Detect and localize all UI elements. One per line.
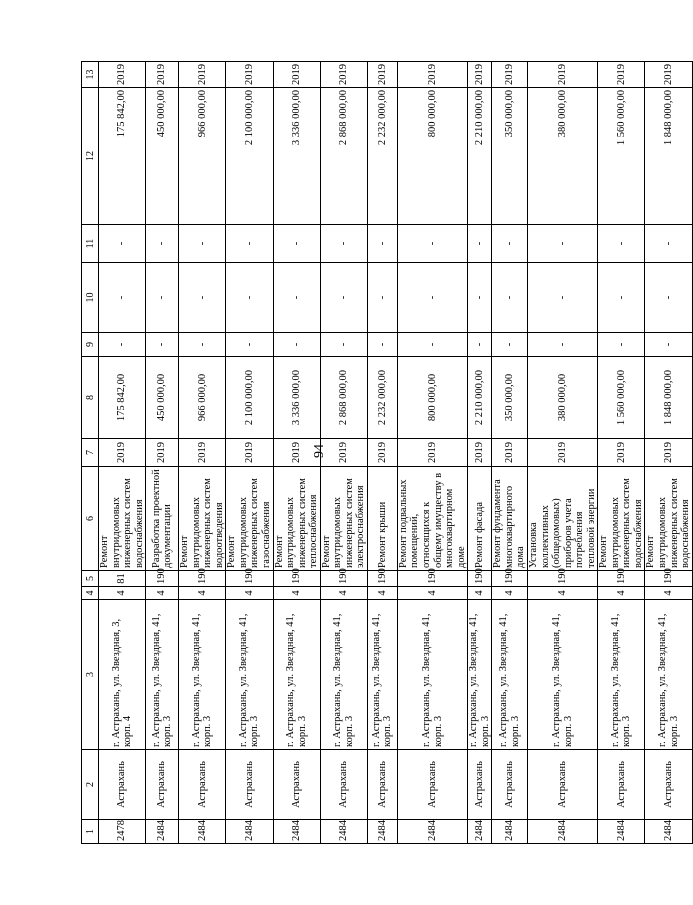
- year-cell: 2019: [226, 439, 273, 467]
- header-cell: 2: [82, 750, 99, 820]
- header-cell: 6: [82, 467, 99, 571]
- year-cell: 2019: [367, 439, 397, 467]
- city-cell: Астрахань: [146, 750, 179, 820]
- work-type-cell: Установка коллективных (общедомовых) приборов учета потребления тепловой энергии: [527, 467, 597, 571]
- col4-cell: 4: [273, 587, 320, 600]
- year-cell: 2019: [492, 439, 528, 467]
- row-id-cell: 2484: [226, 820, 273, 844]
- header-cell: 4: [82, 587, 99, 600]
- amount-cell: 380 000,00: [527, 357, 597, 439]
- col13-year-cell: 2019: [179, 62, 226, 88]
- col4-cell: 4: [527, 587, 597, 600]
- year-cell: 2019: [397, 439, 467, 467]
- col10-cell: -: [367, 263, 397, 333]
- work-type-cell: Ремонт внутридомовых инженерных систем газоснабжения: [226, 467, 273, 571]
- col12-amount-cell: 350 000,00: [492, 88, 528, 225]
- col11-cell: -: [320, 225, 367, 263]
- col5-cell: 190: [320, 571, 367, 587]
- col9-cell: -: [226, 333, 273, 357]
- row-id-cell: 2484: [468, 820, 492, 844]
- table-row: [226, 62, 273, 844]
- address-cell: г. Астрахань, ул. Звездная, 41, корп. 3: [645, 600, 692, 750]
- col10-cell: -: [99, 263, 146, 333]
- col11-cell: -: [598, 225, 645, 263]
- col9-cell: -: [146, 333, 179, 357]
- col10-cell: -: [598, 263, 645, 333]
- col13-year-cell: 2019: [273, 62, 320, 88]
- col10-cell: -: [397, 263, 467, 333]
- col5-cell: 190: [645, 571, 692, 587]
- table-row: [273, 62, 320, 844]
- col10-cell: -: [468, 263, 492, 333]
- amount-cell: 2 210 000,00: [468, 357, 492, 439]
- col4-cell: 4: [645, 587, 692, 600]
- col13-year-cell: 2019: [146, 62, 179, 88]
- address-cell: г. Астрахань, ул. Звездная, 41, корп. 3: [527, 600, 597, 750]
- col13-year-cell: 2019: [468, 62, 492, 88]
- col12-amount-cell: 175 842,00: [99, 88, 146, 225]
- row-id-cell: 2484: [320, 820, 367, 844]
- table-row: [527, 62, 597, 844]
- amount-cell: 450 000,00: [146, 357, 179, 439]
- col11-cell: -: [468, 225, 492, 263]
- col5-cell: 190: [179, 571, 226, 587]
- work-type-cell: Ремонт внутридомовых инженерных систем водоотведения: [179, 467, 226, 571]
- col9-cell: -: [468, 333, 492, 357]
- header-cell: 10: [82, 263, 99, 333]
- col4-cell: 4: [99, 587, 146, 600]
- row-id-cell: 2484: [598, 820, 645, 844]
- header-cell: 3: [82, 600, 99, 750]
- col13-year-cell: 2019: [598, 62, 645, 88]
- col13-year-cell: 2019: [397, 62, 467, 88]
- col5-cell: 190: [226, 571, 273, 587]
- city-cell: Астрахань: [492, 750, 528, 820]
- col10-cell: -: [320, 263, 367, 333]
- col4-cell: 4: [320, 587, 367, 600]
- col9-cell: -: [320, 333, 367, 357]
- header-cell: 13: [82, 62, 99, 88]
- col9-cell: -: [273, 333, 320, 357]
- col9-cell: -: [179, 333, 226, 357]
- header-cell: 5: [82, 571, 99, 587]
- address-cell: г. Астрахань, ул. Звездная, 41, корп. 3: [226, 600, 273, 750]
- header-cell: 11: [82, 225, 99, 263]
- col13-year-cell: 2019: [527, 62, 597, 88]
- col12-amount-cell: 450 000,00: [146, 88, 179, 225]
- col12-amount-cell: 800 000,00: [397, 88, 467, 225]
- amount-cell: 2 868 000,00: [320, 357, 367, 439]
- header-cell: 1: [82, 820, 99, 844]
- col13-year-cell: 2019: [226, 62, 273, 88]
- year-cell: 2019: [645, 439, 692, 467]
- col12-amount-cell: 2 868 000,00: [320, 88, 367, 225]
- city-cell: Астрахань: [273, 750, 320, 820]
- col12-amount-cell: 1 560 000,00: [598, 88, 645, 225]
- col13-year-cell: 2019: [99, 62, 146, 88]
- col5-cell: 190: [527, 571, 597, 587]
- col4-cell: 4: [367, 587, 397, 600]
- city-cell: Астрахань: [367, 750, 397, 820]
- address-cell: г. Астрахань, ул. Звездная, 41, корп. 3: [468, 600, 492, 750]
- city-cell: Астрахань: [468, 750, 492, 820]
- col5-cell: 190: [598, 571, 645, 587]
- amount-cell: 1 560 000,00: [598, 357, 645, 439]
- table-row: [492, 62, 528, 844]
- col12-amount-cell: 2 100 000,00: [226, 88, 273, 225]
- col12-amount-cell: 3 336 000,00: [273, 88, 320, 225]
- page-number: 94: [312, 444, 327, 458]
- col5-cell: 81: [99, 571, 146, 587]
- table-rotation-wrapper: [81, 62, 692, 844]
- work-type-cell: Ремонт фундамента многоквартирного дома: [492, 467, 528, 571]
- col10-cell: -: [146, 263, 179, 333]
- col11-cell: -: [179, 225, 226, 263]
- col11-cell: -: [527, 225, 597, 263]
- repair-program-table: [81, 61, 693, 844]
- year-cell: 2019: [598, 439, 645, 467]
- work-type-cell: Ремонт внутридомовых инженерных систем водоснабжения: [99, 467, 146, 571]
- col10-cell: -: [226, 263, 273, 333]
- year-cell: 2019: [179, 439, 226, 467]
- amount-cell: 966 000,00: [179, 357, 226, 439]
- city-cell: Астрахань: [527, 750, 597, 820]
- work-type-cell: Ремонт крыши: [367, 467, 397, 571]
- amount-cell: 2 232 000,00: [367, 357, 397, 439]
- col9-cell: -: [527, 333, 597, 357]
- work-type-cell: Ремонт внутридомовых инженерных систем теплоснабжения: [273, 467, 320, 571]
- address-cell: г. Астрахань, ул. Звездная, 41, корп. 3: [397, 600, 467, 750]
- col10-cell: -: [273, 263, 320, 333]
- col4-cell: 4: [226, 587, 273, 600]
- work-type-cell: Ремонт внутридомовых инженерных систем электроснабжения: [320, 467, 367, 571]
- address-cell: г. Астрахань, ул. Звездная, 41, корп. 3: [273, 600, 320, 750]
- year-cell: 2019: [273, 439, 320, 467]
- work-type-cell: Ремонт внутридомовых инженерных систем водоснабжения: [645, 467, 692, 571]
- city-cell: Астрахань: [179, 750, 226, 820]
- work-type-cell: Ремонт фасада: [468, 467, 492, 571]
- address-cell: г. Астрахань, ул. Звездная, 41, корп. 3: [179, 600, 226, 750]
- col11-cell: -: [645, 225, 692, 263]
- table-row: [179, 62, 226, 844]
- col11-cell: -: [273, 225, 320, 263]
- year-cell: 2019: [99, 439, 146, 467]
- table-row: [99, 62, 146, 844]
- col5-cell: 190: [397, 571, 467, 587]
- col4-cell: 4: [468, 587, 492, 600]
- col11-cell: -: [367, 225, 397, 263]
- col10-cell: -: [492, 263, 528, 333]
- row-id-cell: 2484: [527, 820, 597, 844]
- table-row: [146, 62, 179, 844]
- col9-cell: -: [367, 333, 397, 357]
- city-cell: Астрахань: [645, 750, 692, 820]
- table-row: [468, 62, 492, 844]
- header-cell: 7: [82, 439, 99, 467]
- col10-cell: -: [527, 263, 597, 333]
- col9-cell: -: [99, 333, 146, 357]
- year-cell: 2019: [320, 439, 367, 467]
- col5-cell: 190: [146, 571, 179, 587]
- amount-cell: 175 842,00: [99, 357, 146, 439]
- amount-cell: 350 000,00: [492, 357, 528, 439]
- col11-cell: -: [99, 225, 146, 263]
- col11-cell: -: [146, 225, 179, 263]
- year-cell: 2019: [468, 439, 492, 467]
- city-cell: Астрахань: [320, 750, 367, 820]
- address-cell: г. Астрахань, ул. Звездная, 41, корп. 3: [367, 600, 397, 750]
- table-row: [598, 62, 645, 844]
- col13-year-cell: 2019: [367, 62, 397, 88]
- col12-amount-cell: 380 000,00: [527, 88, 597, 225]
- table-row: [320, 62, 367, 844]
- row-id-cell: 2484: [645, 820, 692, 844]
- col13-year-cell: 2019: [645, 62, 692, 88]
- col9-cell: -: [397, 333, 467, 357]
- col13-year-cell: 2019: [492, 62, 528, 88]
- col12-amount-cell: 966 000,00: [179, 88, 226, 225]
- table-row: [645, 62, 692, 844]
- city-cell: Астрахань: [99, 750, 146, 820]
- col9-cell: -: [645, 333, 692, 357]
- work-type-cell: Ремонт внутридомовых инженерных систем водоснабжения: [598, 467, 645, 571]
- year-cell: 2019: [527, 439, 597, 467]
- col10-cell: -: [645, 263, 692, 333]
- col5-cell: 190: [273, 571, 320, 587]
- row-id-cell: 2484: [179, 820, 226, 844]
- row-id-cell: 2478: [99, 820, 146, 844]
- address-cell: г. Астрахань, ул. Звездная, 41, корп. 3: [320, 600, 367, 750]
- col5-cell: 190: [492, 571, 528, 587]
- col12-amount-cell: 1 848 000,00: [645, 88, 692, 225]
- year-cell: 2019: [146, 439, 179, 467]
- work-type-cell: Разработка проектной документации: [146, 467, 179, 571]
- col9-cell: -: [598, 333, 645, 357]
- col5-cell: 190: [468, 571, 492, 587]
- address-cell: г. Астрахань, ул. Звездная, 41, корп. 3: [146, 600, 179, 750]
- address-cell: г. Астрахань, ул. Звездная, 3, корп. 4: [99, 600, 146, 750]
- city-cell: Астрахань: [598, 750, 645, 820]
- col4-cell: 4: [492, 587, 528, 600]
- col5-cell: 190: [367, 571, 397, 587]
- row-id-cell: 2484: [273, 820, 320, 844]
- col4-cell: 4: [397, 587, 467, 600]
- row-id-cell: 2484: [492, 820, 528, 844]
- table-row: [367, 62, 397, 844]
- amount-cell: 3 336 000,00: [273, 357, 320, 439]
- address-cell: г. Астрахань, ул. Звездная, 41, корп. 3: [492, 600, 528, 750]
- col13-year-cell: 2019: [320, 62, 367, 88]
- col4-cell: 4: [146, 587, 179, 600]
- work-type-cell: Ремонт подвальных помещений, относящихся к общему имуществу в многоквартирном доме: [397, 467, 467, 571]
- city-cell: Астрахань: [226, 750, 273, 820]
- col12-amount-cell: 2 210 000,00: [468, 88, 492, 225]
- col11-cell: -: [492, 225, 528, 263]
- city-cell: Астрахань: [397, 750, 467, 820]
- col11-cell: -: [397, 225, 467, 263]
- amount-cell: 2 100 000,00: [226, 357, 273, 439]
- amount-cell: 800 000,00: [397, 357, 467, 439]
- header-cell: 8: [82, 357, 99, 439]
- header-cell: 9: [82, 333, 99, 357]
- col4-cell: 4: [598, 587, 645, 600]
- row-id-cell: 2484: [397, 820, 467, 844]
- row-id-cell: 2484: [367, 820, 397, 844]
- address-cell: г. Астрахань, ул. Звездная, 41, корп. 3: [598, 600, 645, 750]
- table-row: [397, 62, 467, 844]
- header-cell: 12: [82, 88, 99, 225]
- col12-amount-cell: 2 232 000,00: [367, 88, 397, 225]
- amount-cell: 1 848 000,00: [645, 357, 692, 439]
- col4-cell: 4: [179, 587, 226, 600]
- header-row: [82, 62, 99, 844]
- col9-cell: -: [492, 333, 528, 357]
- col11-cell: -: [226, 225, 273, 263]
- row-id-cell: 2484: [146, 820, 179, 844]
- col10-cell: -: [179, 263, 226, 333]
